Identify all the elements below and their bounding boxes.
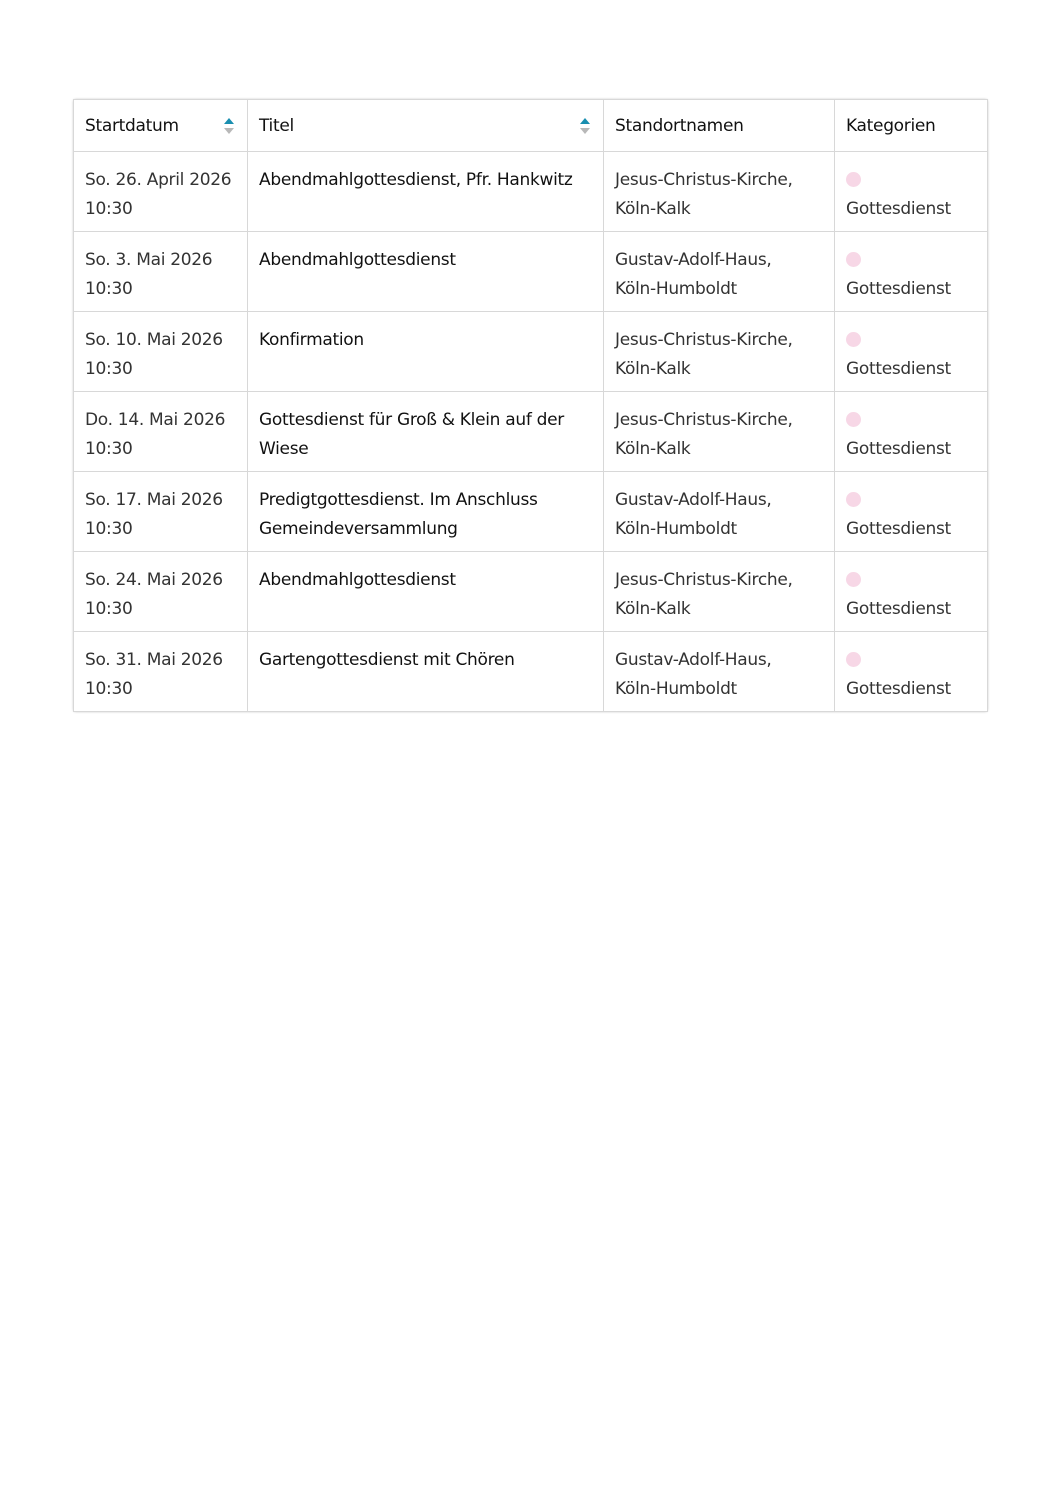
date-cell [74,312,248,392]
event-date: So. 10. Mai 2026 [85,330,223,350]
header-standortnamen: Standortnamen [604,100,835,152]
category-label: Gottesdienst [846,679,951,699]
location-name: Jesus-Christus-Kirche, [615,330,793,350]
category-label: Gottesdienst [846,359,951,379]
header-label: Titel [259,115,294,136]
sort-icon[interactable] [580,117,590,135]
title-cell [248,312,604,392]
date-cell [74,552,248,632]
event-title[interactable]: Konfirmation [259,330,364,350]
event-time: 10:30 [85,439,133,459]
header-startdatum[interactable] [74,100,248,152]
location-cell [604,152,835,232]
location-name: Jesus-Christus-Kirche, [615,410,793,430]
date-cell [74,232,248,312]
event-date: So. 31. Mai 2026 [85,650,223,670]
category-dot-icon [846,572,861,587]
location-area: Köln-Kalk [615,439,691,459]
category-label: Gottesdienst [846,519,951,539]
date-cell [74,152,248,232]
location-name: Gustav-Adolf-Haus, [615,650,772,670]
event-time: 10:30 [85,199,133,219]
title-cell [248,152,604,232]
location-cell [604,392,835,472]
event-time: 10:30 [85,599,133,619]
date-cell [74,392,248,472]
events-table [73,99,988,712]
table-row [74,392,988,472]
header-label: Startdatum [85,115,179,136]
table-row [74,632,988,712]
location-area: Köln-Humboldt [615,679,737,699]
category-dot-icon [846,172,861,187]
table-row [74,152,988,232]
event-date: So. 3. Mai 2026 [85,250,213,270]
event-date: So. 24. Mai 2026 [85,570,223,590]
event-date: So. 26. April 2026 [85,170,232,190]
location-area: Köln-Kalk [615,199,691,219]
category-cell [835,152,988,232]
location-cell [604,552,835,632]
event-date: Do. 14. Mai 2026 [85,410,226,430]
title-cell [248,472,604,552]
title-cell [248,632,604,712]
category-dot-icon [846,332,861,347]
date-cell [74,472,248,552]
category-cell [835,472,988,552]
event-title[interactable]: Gartengottesdienst mit Chören [259,650,515,670]
location-name: Jesus-Christus-Kirche, [615,170,793,190]
event-time: 10:30 [85,279,133,299]
location-name: Jesus-Christus-Kirche, [615,570,793,590]
table-row [74,552,988,632]
event-title[interactable]: Abendmahlgottesdienst [259,570,456,590]
header-kategorien: Kategorien [835,100,988,152]
category-cell [835,312,988,392]
sort-icon[interactable] [224,117,234,135]
title-cell [248,232,604,312]
location-cell [604,312,835,392]
location-area: Köln-Humboldt [615,519,737,539]
event-time: 10:30 [85,519,133,539]
location-name: Gustav-Adolf-Haus, [615,250,772,270]
location-cell [604,232,835,312]
category-dot-icon [846,492,861,507]
event-date: So. 17. Mai 2026 [85,490,223,510]
location-area: Köln-Kalk [615,359,691,379]
event-title[interactable]: Gottesdienst für Groß & Klein auf der Wiese [259,410,564,459]
table-row [74,312,988,392]
category-cell [835,392,988,472]
event-title[interactable]: Abendmahlgottesdienst [259,250,456,270]
header-row [74,100,988,152]
category-cell [835,232,988,312]
event-time: 10:30 [85,359,133,379]
location-name: Gustav-Adolf-Haus, [615,490,772,510]
location-area: Köln-Humboldt [615,279,737,299]
location-cell [604,632,835,712]
category-label: Gottesdienst [846,279,951,299]
category-label: Gottesdienst [846,199,951,219]
location-cell [604,472,835,552]
header-titel[interactable] [248,100,604,152]
category-dot-icon [846,652,861,667]
category-cell [835,552,988,632]
category-label: Gottesdienst [846,439,951,459]
table-row [74,232,988,312]
title-cell [248,552,604,632]
event-title[interactable]: Abendmahlgottesdienst, Pfr. Hankwitz [259,170,573,190]
event-time: 10:30 [85,679,133,699]
category-dot-icon [846,252,861,267]
date-cell [74,632,248,712]
category-label: Gottesdienst [846,599,951,619]
table-row [74,472,988,552]
category-cell [835,632,988,712]
event-title[interactable]: Predigtgottesdienst. Im Anschluss Gemeindeversammlung [259,490,538,539]
location-area: Köln-Kalk [615,599,691,619]
title-cell [248,392,604,472]
category-dot-icon [846,412,861,427]
